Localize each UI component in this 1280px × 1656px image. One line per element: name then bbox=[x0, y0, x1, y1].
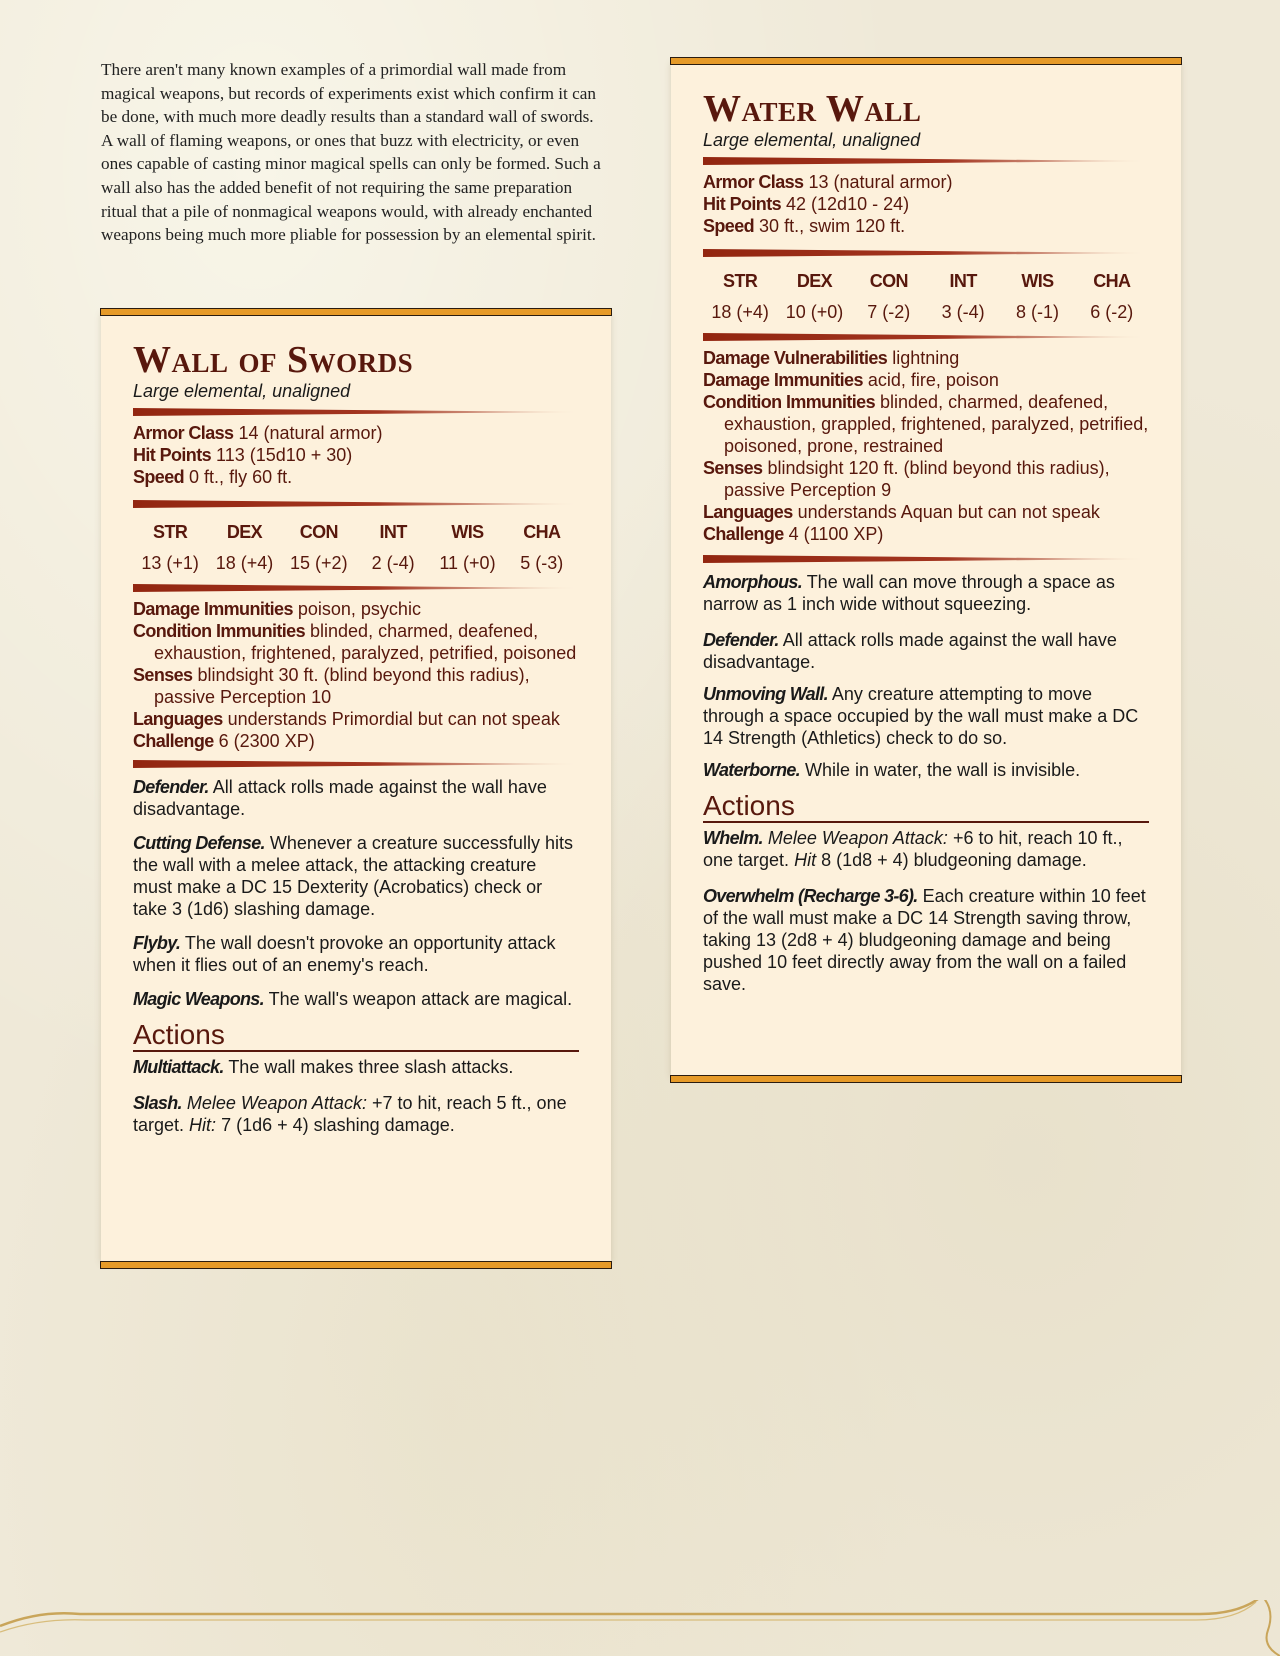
monster-name: Water Wall bbox=[703, 88, 922, 130]
action-overwhelm: Overwhelm (Recharge 3-6). Each creature within 10 feet of the wall must make a DC 14 Strength saving throw, taking 13 (2d8 + 4) bludgeoning damage and being pushed 10 feet directly away from the wall on a failed save. bbox=[703, 886, 1146, 994]
armor-class: Armor Class 13 (natural armor) bbox=[703, 172, 953, 192]
senses: Senses blindsight 30 ft. (blind beyond this radius), passive Perception 10 bbox=[133, 665, 530, 707]
actions-heading: Actions bbox=[703, 791, 1149, 823]
ability-scores bbox=[133, 522, 579, 574]
page-footer-ornament bbox=[0, 1600, 1280, 1656]
action-slash: Slash. Melee Weapon Attack: +7 to hit, reach 5 ft., one target. Hit: 7 (1d6 + 4) slashing damage. bbox=[133, 1093, 567, 1135]
hit-points: Hit Points 113 (15d10 + 30) bbox=[133, 445, 353, 465]
action-multiattack: Multiattack. The wall makes three slash attacks. bbox=[133, 1057, 514, 1077]
ability-cha: CHA 5 (-3) bbox=[520, 522, 564, 573]
divider bbox=[133, 760, 579, 768]
damage-immunities: Damage Immunities acid, fire, poison bbox=[703, 370, 999, 390]
speed: Speed 30 ft., swim 120 ft. bbox=[703, 216, 906, 236]
trait-magic-weapons: Magic Weapons. The wall's weapon attack are magical. bbox=[133, 989, 573, 1009]
trait-defender: Defender. All attack rolls made against the wall have disadvantage. bbox=[133, 777, 547, 819]
monster-type: Large elemental, unaligned bbox=[133, 381, 351, 401]
stat-block-water-wall bbox=[671, 63, 1181, 1077]
ability-int: INT 2 (-4) bbox=[371, 522, 415, 573]
ability-con: CON 15 (+2) bbox=[290, 522, 348, 573]
monster-type: Large elemental, unaligned bbox=[703, 130, 921, 150]
languages: Languages understands Primordial but can not speak bbox=[133, 709, 560, 729]
ability-str: STR 13 (+1) bbox=[141, 522, 199, 573]
trait-flyby: Flyby. The wall doesn't provoke an opportunity attack when it flies out of an enemy's reach. bbox=[133, 933, 556, 975]
condition-immunities: Condition Immunities blinded, charmed, deafened, exhaustion, frightened, paralyzed, petrified, poisoned bbox=[133, 621, 577, 663]
ability-cha: CHA 6 (-2) bbox=[1090, 271, 1134, 322]
monster-name: Wall of Swords bbox=[133, 339, 414, 381]
ability-wis: WIS 11 (+0) bbox=[439, 522, 496, 573]
divider bbox=[703, 249, 1149, 257]
languages: Languages understands Aquan but can not speak bbox=[703, 502, 1100, 522]
damage-immunities: Damage Immunities poison, psychic bbox=[133, 599, 421, 619]
trait-cutting-defense: Cutting Defense. Whenever a creature successfully hits the wall with a melee attack, the attacking creature must make a DC 15 Dexterity (Acrobatics) check or take 3 (1d6) slashing damage. bbox=[133, 833, 573, 919]
divider bbox=[703, 157, 1149, 165]
actions-heading: Actions bbox=[133, 1020, 579, 1052]
trait-amorphous: Amorphous. The wall can move through a space as narrow as 1 inch wide without squeezing. bbox=[703, 572, 1115, 614]
challenge: Challenge 6 (2300 XP) bbox=[133, 731, 315, 751]
senses: Senses blindsight 120 ft. (blind beyond this radius), passive Perception 9 bbox=[703, 458, 1110, 500]
ability-con: CON 7 (-2) bbox=[867, 271, 911, 322]
condition-immunities: Condition Immunities blinded, charmed, deafened, exhaustion, grappled, frightened, paralyzed, petrified, poisoned, prone, restrained bbox=[703, 392, 1149, 456]
divider bbox=[703, 333, 1149, 341]
divider bbox=[133, 500, 579, 508]
ability-str: STR 18 (+4) bbox=[711, 271, 769, 322]
ability-dex: DEX 18 (+4) bbox=[215, 522, 274, 573]
stat-block-bottom-bar bbox=[670, 1075, 1182, 1083]
trait-unmoving-wall: Unmoving Wall. Any creature attempting to move through a space occupied by the wall must make a DC 14 Strength (Athletics) check to do so. bbox=[703, 684, 1139, 748]
ability-wis: WIS 8 (-1) bbox=[1015, 271, 1059, 322]
trait-defender: Defender. All attack rolls made against the wall have disadvantage. bbox=[703, 630, 1117, 672]
challenge: Challenge 4 (1100 XP) bbox=[703, 524, 884, 544]
stat-block-wall-of-swords bbox=[101, 314, 611, 1263]
armor-class: Armor Class 14 (natural armor) bbox=[133, 423, 383, 443]
damage-vulnerabilities: Damage Vulnerabilities lightning bbox=[703, 348, 960, 368]
ability-int: INT 3 (-4) bbox=[941, 271, 985, 322]
action-whelm: Whelm. Melee Weapon Attack: +6 to hit, reach 10 ft., one target. Hit 8 (1d8 + 4) bludgeoning damage. bbox=[703, 828, 1123, 870]
ability-dex: DEX 10 (+0) bbox=[785, 271, 844, 322]
stat-block-bottom-bar bbox=[100, 1261, 612, 1269]
divider bbox=[133, 584, 579, 592]
ability-scores bbox=[703, 271, 1149, 323]
intro-paragraph: There aren't many known examples of a primordial wall made from magical weapons, but records of experiments exist which confirm it can be done, with much more deadly results than a standard wall of swords. A wall of flaming weapons, or ones that buzz with electricity, or even ones capable of casting minor magical spells can only be formed. Such a wall also has the added benefit of not requiring the same preparation ritual that a pile of nonmagical weapons would, with already enchanted weapons being much more pliable for possession by an elemental spirit. bbox=[101, 60, 601, 245]
speed: Speed 0 ft., fly 60 ft. bbox=[133, 467, 293, 487]
hit-points: Hit Points 42 (12d10 - 24) bbox=[703, 194, 910, 214]
trait-waterborne: Waterborne. While in water, the wall is invisible. bbox=[703, 760, 1081, 780]
divider bbox=[703, 555, 1149, 563]
divider bbox=[133, 408, 579, 416]
